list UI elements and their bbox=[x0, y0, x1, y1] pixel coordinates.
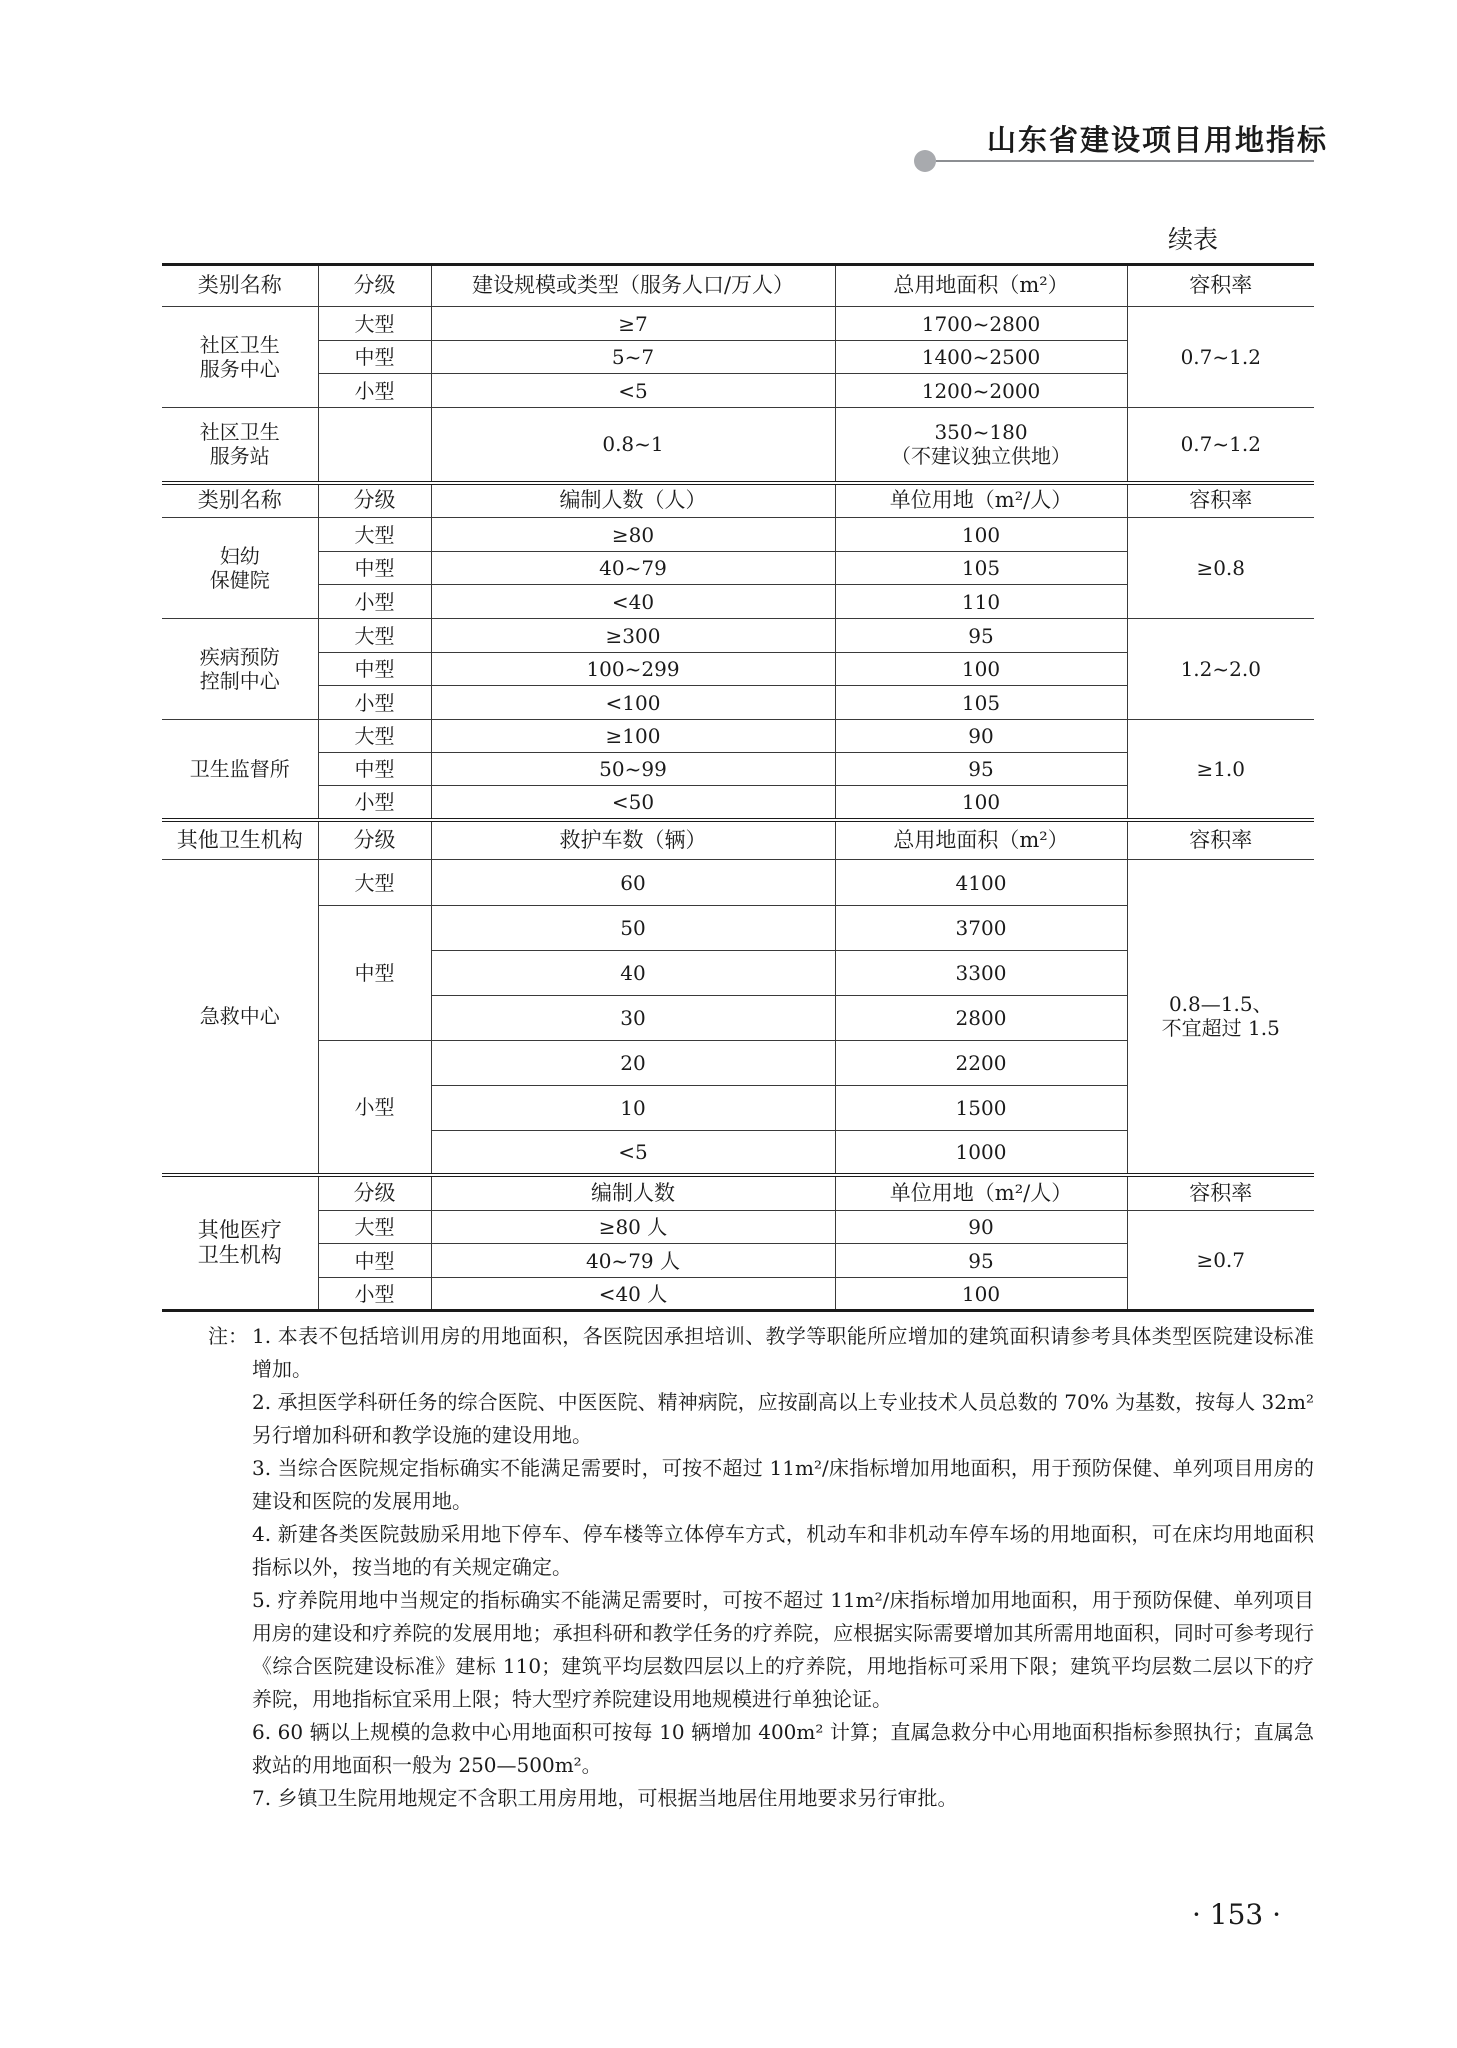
category-cell bbox=[162, 1175, 318, 1311]
note-item: 2. 承担医学科研任务的综合医院、中医医院、精神病院，应按副高以上专业技术人员总数的 70% 为基数，按每人 32m² 另行增加科研和教学设施的建设用地。 bbox=[252, 1390, 1314, 1447]
page-number: · 153 · bbox=[1192, 1898, 1282, 1931]
header-cell: 建设规模或类型（服务人口/万人） bbox=[431, 265, 835, 307]
table-header-row bbox=[162, 483, 1314, 518]
category-name-line: 卫生机构 bbox=[197, 1242, 282, 1267]
area-cell: 1400~2500 bbox=[835, 341, 1127, 374]
category-name-line: 社区卫生 bbox=[199, 420, 280, 445]
category-name-line: 控制中心 bbox=[199, 669, 280, 693]
category-name-line: 保健院 bbox=[209, 568, 270, 592]
level-cell bbox=[318, 408, 431, 483]
far-cell bbox=[1127, 860, 1314, 1175]
unit-cell: 100 bbox=[835, 1278, 1127, 1311]
header-rule bbox=[936, 160, 1314, 162]
category-cell bbox=[162, 720, 318, 820]
unit-cell: 95 bbox=[835, 1244, 1127, 1278]
scale-cell: 0.8~1 bbox=[431, 408, 835, 483]
area-cell: 3300 bbox=[835, 951, 1127, 996]
category-cell bbox=[162, 619, 318, 720]
note-item: 4. 新建各类医院鼓励采用地下停车、停车楼等立体停车方式，机动车和非机动车停车场的用地面积，可在床均用地面积指标以外，按当地的有关规定确定。 bbox=[252, 1522, 1314, 1579]
header-dot-ornament bbox=[914, 150, 936, 172]
header-cell: 容积率 bbox=[1127, 820, 1314, 860]
category-cell: 急救中心 bbox=[162, 860, 318, 1175]
category-name-line: 卫生监督所 bbox=[189, 756, 290, 781]
count-cell: 40~79 人 bbox=[431, 1244, 835, 1278]
count-cell: <40 人 bbox=[431, 1278, 835, 1311]
unit-cell: 105 bbox=[835, 552, 1127, 585]
count-cell: 100~299 bbox=[431, 653, 835, 686]
count-cell: <100 bbox=[431, 686, 835, 720]
vehicles-cell: 20 bbox=[431, 1041, 835, 1086]
count-cell: ≥80 bbox=[431, 518, 835, 552]
level-cell: 小型 bbox=[318, 686, 431, 720]
unit-cell: 95 bbox=[835, 619, 1127, 653]
unit-cell: 110 bbox=[835, 585, 1127, 619]
level-cell: 小型 bbox=[318, 374, 431, 408]
far-cell: ≥0.7 bbox=[1127, 1211, 1314, 1311]
category-cell bbox=[162, 408, 318, 483]
header-cell: 其他卫生机构 bbox=[162, 820, 318, 860]
category-cell bbox=[162, 307, 318, 408]
far-cell: 0.7~1.2 bbox=[1127, 408, 1314, 483]
area-cell: 1000 bbox=[835, 1131, 1127, 1175]
note-item: 7. 乡镇卫生院用地规定不含职工用房用地，可根据当地居住用地要求另行审批。 bbox=[252, 1786, 958, 1810]
category-name-line: 其他医疗 bbox=[197, 1217, 282, 1242]
header-cell: 容积率 bbox=[1127, 1175, 1314, 1211]
area-cell: 4100 bbox=[835, 860, 1127, 906]
count-cell: ≥80 人 bbox=[431, 1211, 835, 1244]
header-cell: 分级 bbox=[318, 265, 431, 307]
area-cell: 1500 bbox=[835, 1086, 1127, 1131]
table-row bbox=[162, 860, 1314, 906]
category-name-line: 社区卫生 bbox=[199, 333, 280, 357]
header-cell: 分级 bbox=[318, 1175, 431, 1211]
table-row bbox=[162, 1211, 1314, 1244]
table-row bbox=[162, 408, 1314, 483]
vehicles-cell: 50 bbox=[431, 906, 835, 951]
header-cell: 分级 bbox=[318, 483, 431, 518]
unit-cell: 100 bbox=[835, 518, 1127, 552]
level-cell: 大型 bbox=[318, 307, 431, 341]
area-cell: 1200~2000 bbox=[835, 374, 1127, 408]
level-cell: 小型 bbox=[318, 585, 431, 619]
area-value: 350~180 bbox=[934, 420, 1028, 445]
table-row bbox=[162, 518, 1314, 552]
level-cell: 中型 bbox=[318, 653, 431, 686]
level-cell: 大型 bbox=[318, 860, 431, 906]
note-item bbox=[200, 1320, 1314, 1386]
unit-cell: 105 bbox=[835, 686, 1127, 720]
area-cell: 3700 bbox=[835, 906, 1127, 951]
note-item: 6. 60 辆以上规模的急救中心用地面积可按每 10 辆增加 400m² 计算；直属急救分中心用地面积指标参照执行；直属急救站的用地面积一般为 250—500m²。 bbox=[252, 1720, 1314, 1777]
header-cell: 总用地面积（m²） bbox=[835, 820, 1127, 860]
level-cell: 大型 bbox=[318, 619, 431, 653]
level-cell: 中型 bbox=[318, 1244, 431, 1278]
land-index-table bbox=[162, 263, 1314, 1312]
unit-cell: 90 bbox=[835, 720, 1127, 753]
vehicles-cell: 10 bbox=[431, 1086, 835, 1131]
header-cell: 分级 bbox=[318, 820, 431, 860]
note-item: 3. 当综合医院规定指标确实不能满足需要时，可按不超过 11m²/床指标增加用地面积，用于预防保健、单列项目用房的建设和医院的发展用地。 bbox=[252, 1456, 1314, 1513]
scale-cell: ≥7 bbox=[431, 307, 835, 341]
header-cell: 单位用地（m²/人） bbox=[835, 1175, 1127, 1211]
table-header-row bbox=[162, 265, 1314, 307]
header-cell: 容积率 bbox=[1127, 483, 1314, 518]
table-header-row bbox=[162, 820, 1314, 860]
header-cell: 总用地面积（m²） bbox=[835, 265, 1127, 307]
header-cell: 类别名称 bbox=[162, 265, 318, 307]
unit-cell: 90 bbox=[835, 1211, 1127, 1244]
level-cell: 小型 bbox=[318, 786, 431, 820]
level-cell: 中型 bbox=[318, 552, 431, 585]
scale-cell: <5 bbox=[431, 374, 835, 408]
vehicles-cell: <5 bbox=[431, 1131, 835, 1175]
area-cell bbox=[835, 408, 1127, 483]
level-cell: 大型 bbox=[318, 720, 431, 753]
level-cell: 小型 bbox=[318, 1278, 431, 1311]
count-cell: ≥100 bbox=[431, 720, 835, 753]
count-cell: ≥300 bbox=[431, 619, 835, 653]
area-cell: 2800 bbox=[835, 996, 1127, 1041]
level-cell: 小型 bbox=[318, 1041, 431, 1175]
far-line: 不宜超过 1.5 bbox=[1161, 1016, 1280, 1041]
notes-section bbox=[200, 1320, 1314, 1815]
far-cell: 0.7~1.2 bbox=[1127, 307, 1314, 408]
level-cell: 大型 bbox=[318, 1211, 431, 1244]
area-note: （不建议独立供地） bbox=[891, 444, 1071, 469]
area-cell: 2200 bbox=[835, 1041, 1127, 1086]
vehicles-cell: 30 bbox=[431, 996, 835, 1041]
table-header-row bbox=[162, 1175, 1314, 1211]
header-cell: 编制人数 bbox=[431, 1175, 835, 1211]
category-name-line: 疾病预防 bbox=[199, 645, 280, 669]
vehicles-cell: 60 bbox=[431, 860, 835, 906]
level-cell: 中型 bbox=[318, 753, 431, 786]
table-row bbox=[162, 619, 1314, 653]
level-cell: 中型 bbox=[318, 906, 431, 1041]
area-cell: 1700~2800 bbox=[835, 307, 1127, 341]
header-cell: 单位用地（m²/人） bbox=[835, 483, 1127, 518]
header-cell: 救护车数（辆） bbox=[431, 820, 835, 860]
category-name-line: 妇幼 bbox=[219, 544, 260, 568]
category-name-line: 服务站 bbox=[209, 444, 270, 469]
unit-cell: 95 bbox=[835, 753, 1127, 786]
header-cell: 类别名称 bbox=[162, 483, 318, 518]
header-cell: 编制人数（人） bbox=[431, 483, 835, 518]
level-cell: 大型 bbox=[318, 518, 431, 552]
count-cell: <40 bbox=[431, 585, 835, 619]
level-cell: 中型 bbox=[318, 341, 431, 374]
vehicles-cell: 40 bbox=[431, 951, 835, 996]
category-name-line: 服务中心 bbox=[199, 357, 280, 381]
far-line: 0.8—1.5、 bbox=[1168, 992, 1273, 1017]
far-cell: ≥0.8 bbox=[1127, 518, 1314, 619]
note-item: 5. 疗养院用地中当规定的指标确实不能满足需要时，可按不超过 11m²/床指标增加用地面积，用于预防保健、单列项目用房的建设和疗养院的发展用地；承担科研和教学任务的疗养院，应根据实际需要增加其所需用地面积，同时可参考现行《综合医院建设标准》建标 110；建筑平均层数四层以上的疗养院，用地指标可采用下限；建筑平均层数二层以下的疗养院，用地指标宜采用上限；特大型疗养院建设用地规模进行单独论证。 bbox=[252, 1588, 1314, 1711]
count-cell: 50~99 bbox=[431, 753, 835, 786]
running-header-title: 山东省建设项目用地指标 bbox=[987, 123, 1329, 157]
unit-cell: 100 bbox=[835, 786, 1127, 820]
notes-prefix: 注： bbox=[208, 1324, 248, 1348]
table-row bbox=[162, 720, 1314, 753]
far-cell: ≥1.0 bbox=[1127, 720, 1314, 820]
note-text: 1. 本表不包括培训用房的用地面积，各医院因承担培训、教学等职能所应增加的建筑面积请参考具体类型医院建设标准增加。 bbox=[252, 1324, 1314, 1381]
count-cell: 40~79 bbox=[431, 552, 835, 585]
scale-cell: 5~7 bbox=[431, 341, 835, 374]
continued-table-label: 续表 bbox=[1168, 225, 1219, 254]
count-cell: <50 bbox=[431, 786, 835, 820]
unit-cell: 100 bbox=[835, 653, 1127, 686]
table-row bbox=[162, 307, 1314, 341]
category-cell bbox=[162, 518, 318, 619]
far-cell: 1.2~2.0 bbox=[1127, 619, 1314, 720]
header-cell: 容积率 bbox=[1127, 265, 1314, 307]
